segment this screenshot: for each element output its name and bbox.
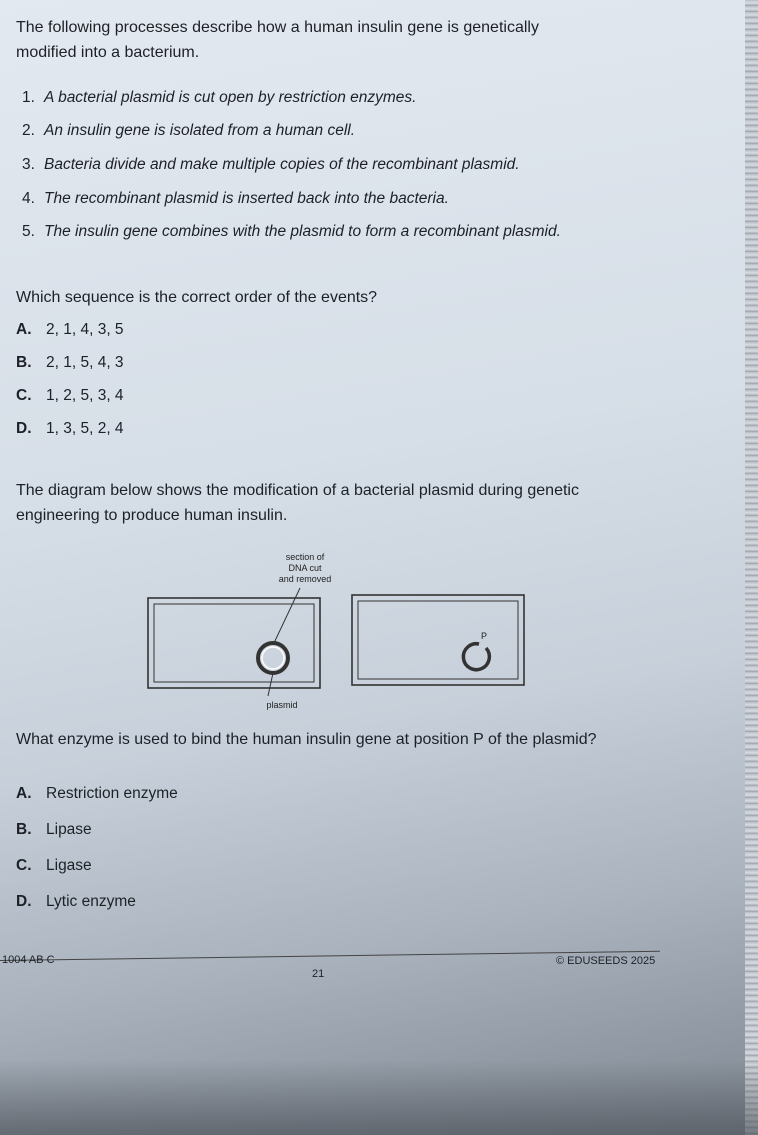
bacterium-cell-right-inner <box>358 601 518 679</box>
step-text: The recombinant plasmid is inserted back into the bacteria. <box>44 190 449 207</box>
q2-option-a[interactable] <box>16 784 178 804</box>
step-number: 1. <box>22 89 35 106</box>
q1-option-c[interactable] <box>16 386 124 406</box>
q2-option-c[interactable] <box>16 856 92 876</box>
label-cut-line3: and removed <box>278 574 332 584</box>
q1-option-b[interactable] <box>16 353 124 373</box>
step-1 <box>22 88 416 108</box>
footer-code: 1004 AB C <box>2 954 55 966</box>
option-text: Lytic enzyme <box>46 893 136 910</box>
diagram-intro-text: The diagram below shows the modification of a bacterial plasmid during genetic engineering to produce human insulin. <box>16 482 579 524</box>
step-3 <box>22 155 520 175</box>
step-text: An insulin gene is isolated from a human cell. <box>44 122 356 139</box>
footer-page-number: 21 <box>312 968 325 980</box>
plasmid-diagram <box>140 548 530 718</box>
option-text: Ligase <box>46 857 92 874</box>
label-cut-line2: DNA cut <box>288 563 322 573</box>
bacterium-cell-right <box>352 595 524 685</box>
step-number: 4. <box>22 190 35 207</box>
option-text: 1, 3, 5, 2, 4 <box>46 420 124 437</box>
step-5 <box>22 222 561 242</box>
q2-option-b[interactable] <box>16 820 92 840</box>
question-1-text: Which sequence is the correct order of the events? <box>16 289 378 306</box>
q2-option-d[interactable] <box>16 892 136 912</box>
q1-option-d[interactable] <box>16 419 124 439</box>
footer-copyright: © EDUSEEDS 2025 <box>556 955 656 967</box>
bacterium-cell-left-inner <box>154 604 314 682</box>
step-text: The insulin gene combines with the plasmid to form a recombinant plasmid. <box>44 223 561 240</box>
step-4 <box>22 189 449 209</box>
option-text: 2, 1, 4, 3, 5 <box>46 321 124 338</box>
option-letter: C. <box>16 387 32 404</box>
option-letter: B. <box>16 821 32 838</box>
step-number: 3. <box>22 156 35 173</box>
cut-plasmid-ring <box>463 644 489 670</box>
book-edge <box>745 0 758 1135</box>
option-text: 1, 2, 5, 3, 4 <box>46 387 124 404</box>
cut-pointer-line <box>274 588 300 643</box>
option-letter: C. <box>16 857 32 874</box>
label-position-p: P <box>481 631 488 641</box>
option-letter: A. <box>16 321 32 338</box>
intro-text: The following processes describe how a human insulin gene is genetically modified into a bacterium. <box>16 19 539 61</box>
photo-shadow <box>0 1060 758 1135</box>
step-number: 2. <box>22 122 35 139</box>
plasmid-pointer-line <box>268 673 273 696</box>
option-letter: B. <box>16 354 32 371</box>
label-plasmid: plasmid <box>266 700 298 710</box>
option-text: 2, 1, 5, 4, 3 <box>46 354 124 371</box>
bacterium-cell-left <box>148 598 320 688</box>
step-text: Bacteria divide and make multiple copies of the recombinant plasmid. <box>44 156 520 173</box>
option-letter: D. <box>16 893 32 910</box>
step-number: 5. <box>22 223 35 240</box>
option-text: Lipase <box>46 821 92 838</box>
option-letter: D. <box>16 420 32 437</box>
option-letter: A. <box>16 785 32 802</box>
plasmid-ring-inner <box>262 647 284 669</box>
question-2-text: What enzyme is used to bind the human insulin gene at position P of the plasmid? <box>16 731 597 748</box>
label-cut-line1: section of <box>285 552 325 562</box>
option-text: Restriction enzyme <box>46 785 178 802</box>
q1-option-a[interactable] <box>16 320 124 340</box>
step-2 <box>22 121 355 141</box>
step-text: A bacterial plasmid is cut open by restriction enzymes. <box>44 89 417 106</box>
